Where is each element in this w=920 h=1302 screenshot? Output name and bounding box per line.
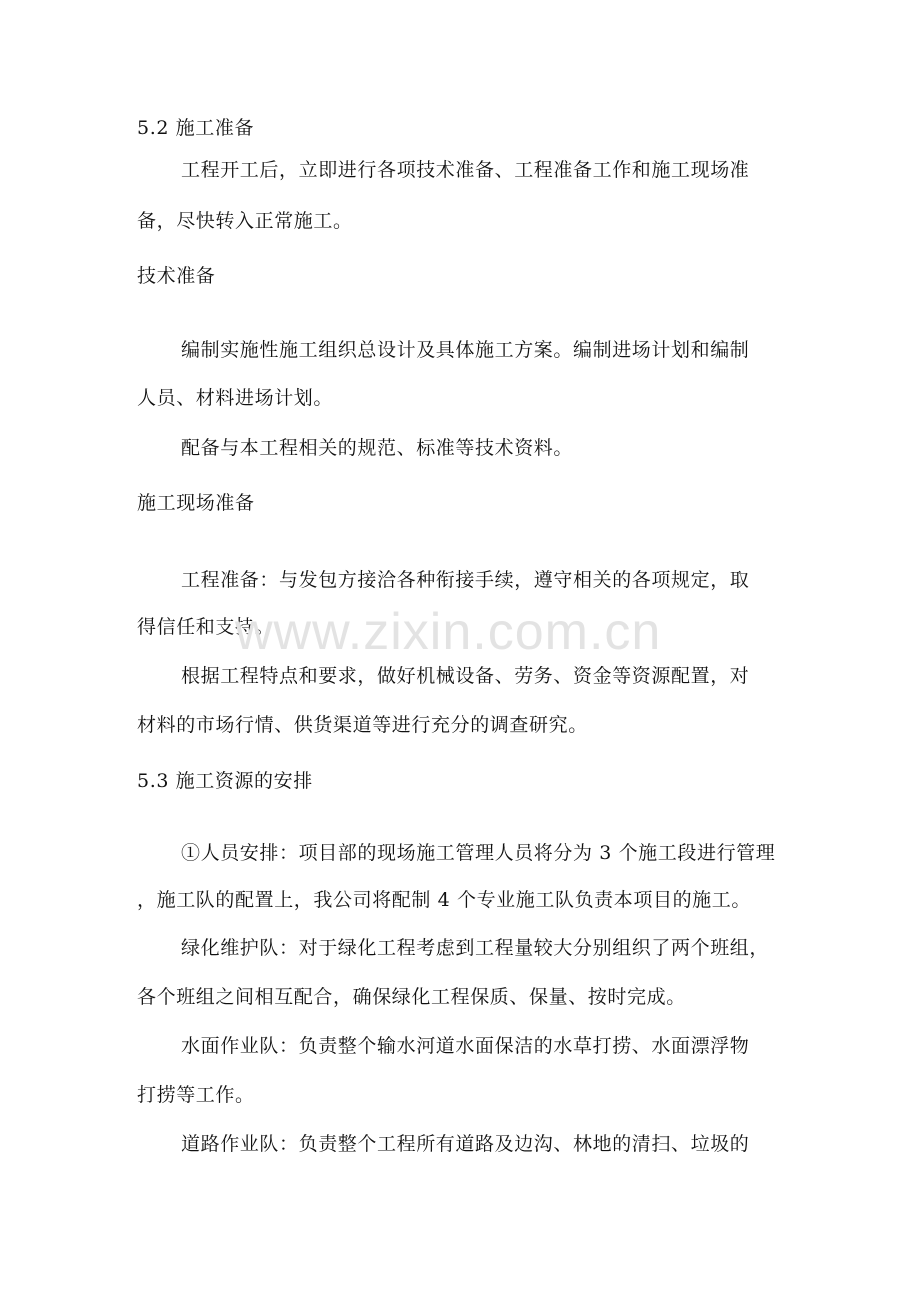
section-heading-5-3: 5.3 施工资源的安排 (137, 770, 313, 792)
paragraph-line: 配备与本工程相关的规范、标准等技术资料。 (181, 437, 574, 459)
paragraph-line: ，施工队的配置上，我公司将配制 4 个专业施工队负责本项目的施工。 (137, 889, 751, 911)
paragraph-line: 打捞等工作。 (137, 1084, 255, 1106)
subheading-site-prep: 施工现场准备 (137, 492, 255, 514)
section-heading-5-2: 5.2 施工准备 (137, 117, 255, 139)
paragraph-line: 编制实施性施工组织总设计及具体施工方案。编制进场计划和编制 (181, 339, 750, 361)
paragraph-line: 工程准备：与发包方接洽各种衔接手续，遵守相关的各项规定，取 (181, 569, 750, 591)
paragraph-line: 绿化维护队：对于绿化工程考虑到工程量较大分别组织了两个班组， (181, 937, 770, 959)
paragraph-line: ①人员安排：项目部的现场施工管理人员将分为 3 个施工段进行管理 (181, 842, 776, 864)
paragraph-line: 根据工程特点和要求，做好机械设备、劳务、资金等资源配置，对 (181, 665, 750, 687)
paragraph-line: 各个班组之间相互配合，确保绿化工程保质、保量、按时完成。 (137, 986, 686, 1008)
subheading-technical-prep: 技术准备 (137, 265, 216, 287)
paragraph-line: 材料的市场行情、供货渠道等进行充分的调查研究。 (137, 714, 588, 736)
paragraph-line: 得信任和支持。 (137, 616, 275, 638)
watermark-text: www.zixin.com.cn (235, 603, 662, 661)
paragraph-line: 人员、材料进场计划。 (137, 387, 334, 409)
paragraph-line: 水面作业队：负责整个输水河道水面保洁的水草打捞、水面漂浮物 (181, 1035, 750, 1057)
paragraph-line: 备，尽快转入正常施工。 (137, 210, 353, 232)
paragraph-line: 道路作业队：负责整个工程所有道路及边沟、林地的清扫、垃圾的 (181, 1133, 750, 1155)
paragraph-line: 工程开工后，立即进行各项技术准备、工程准备工作和施工现场准 (181, 159, 750, 181)
